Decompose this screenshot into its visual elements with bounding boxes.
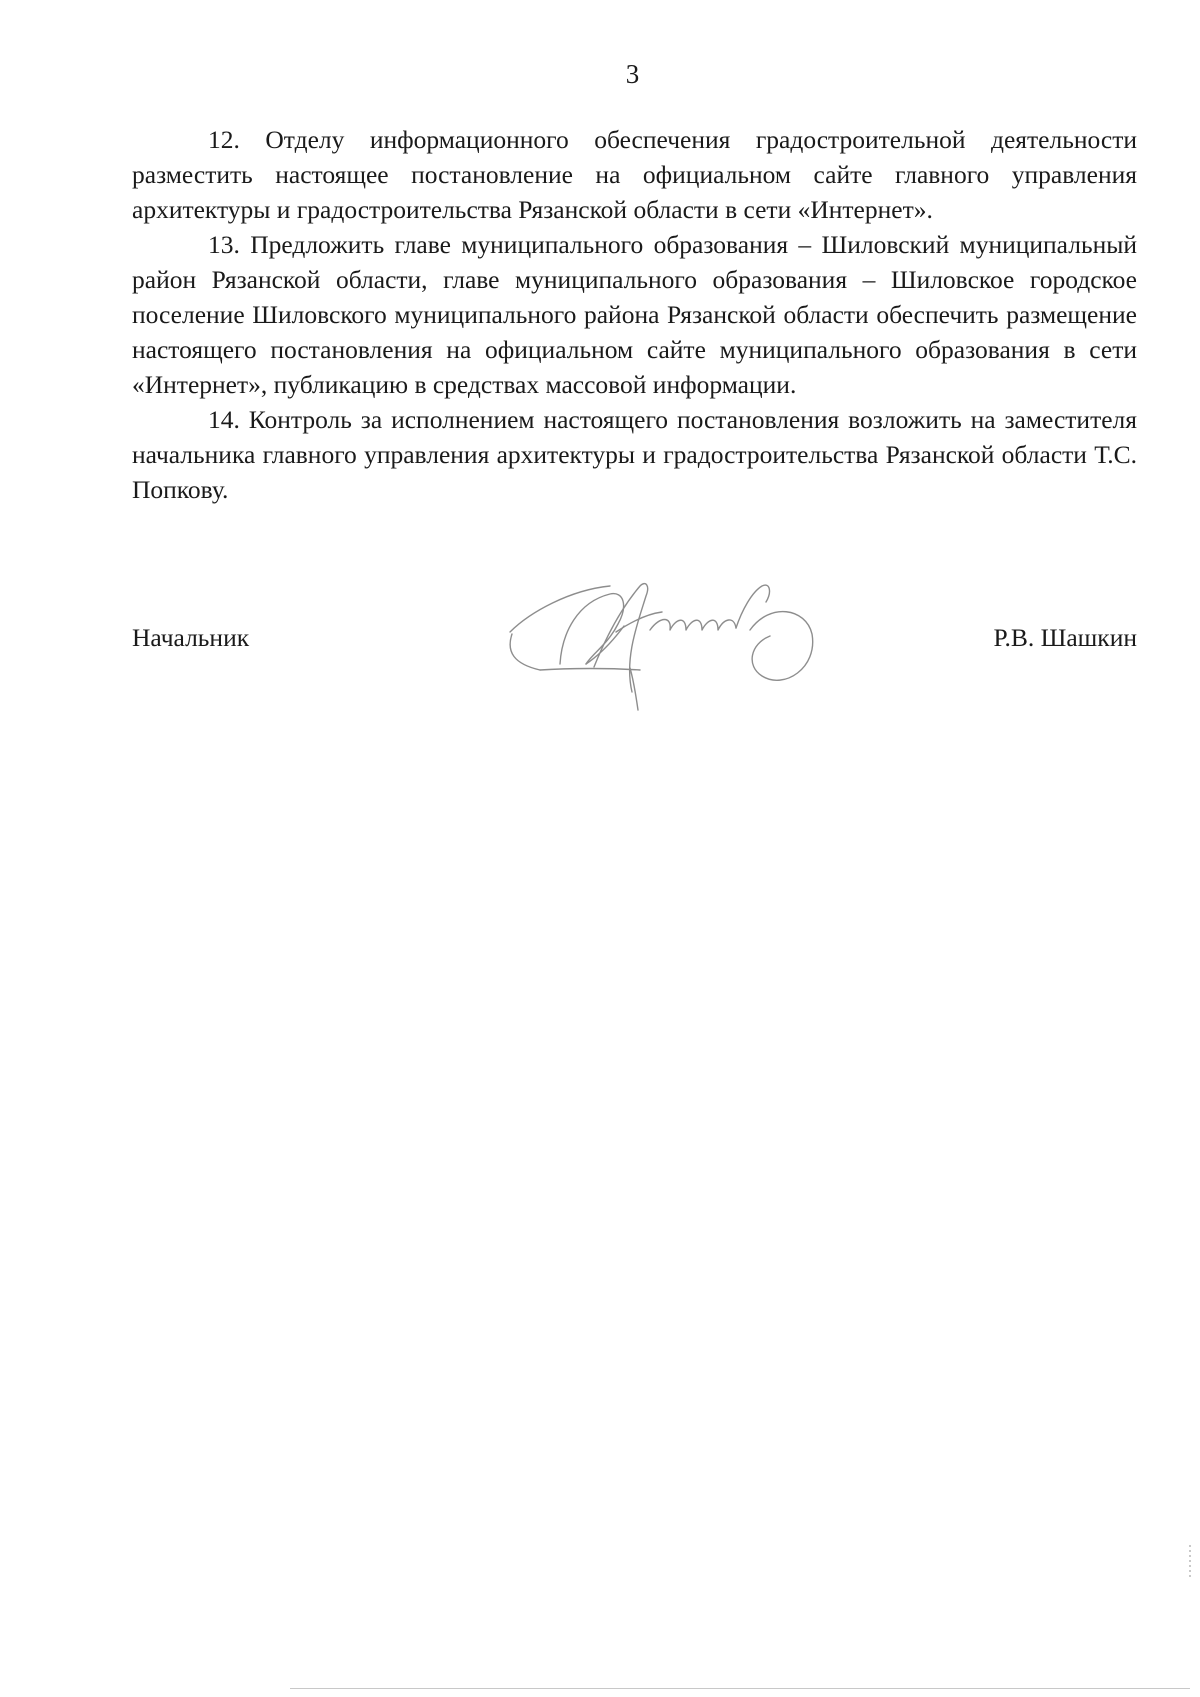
page-number: 3 <box>625 59 640 89</box>
bottom-edge-line <box>290 1688 1190 1689</box>
paragraph-14: 14. Контроль за исполнением настоящего постановления возложить на заместителя начальника главного управления архитектуры и градостроительства Рязанской области Т.С. Попкову. <box>132 405 1137 504</box>
paragraph-13: 13. Предложить главе муниципального образования – Шиловский муниципальный район Рязанской области, главе муниципального образования – Шиловское городское поселение Шиловского муниципального района Рязанской области обеспечить размещение настоящего постановления на официальном сайте муниципального образования в сети «Интернет», публикацию в средствах массовой информации. <box>132 230 1137 399</box>
document-body <box>132 122 1137 507</box>
signature-block <box>132 620 1137 660</box>
signatory-title: Начальник <box>132 623 250 652</box>
scan-artifact <box>1189 1545 1191 1579</box>
signatory-name: Р.В. Шашкин <box>993 623 1137 652</box>
paragraph-12: 12. Отделу информационного обеспечения градостроительной деятельности разместить настоящее постановление на официальном сайте главного управления архитектуры и градостроительства Рязанской области в сети «Интернет». <box>132 125 1137 224</box>
